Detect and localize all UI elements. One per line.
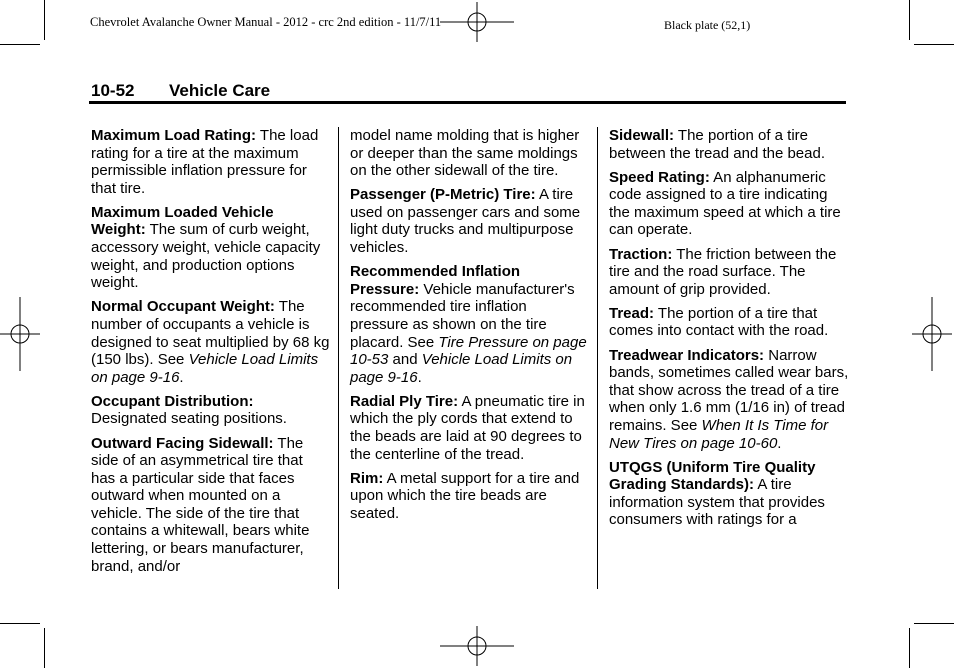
glossary-entry: Traction: The friction between the tire and the road surface. The amount of grip provided. xyxy=(609,245,837,298)
registration-mark-icon xyxy=(0,297,40,371)
glossary-entry: Normal Occupant Weight: The number of occupants a vehicle is designed to seat multiplied by 68 kg (150 lbs). See Vehicle Load Limits on page 9-16. xyxy=(91,298,330,386)
cross-reference: Vehicle Load Limits on page 9-16 xyxy=(350,351,573,386)
column-1 xyxy=(91,127,331,582)
crop-mark xyxy=(0,44,40,45)
page-number: 10-52 xyxy=(91,81,135,100)
glossary-entry: Tread: The portion of a tire that comes into contact with the road. xyxy=(609,304,829,340)
column-divider xyxy=(338,127,339,589)
glossary-entry: UTQGS (Uniform Tire Quality Grading Standards): A tire information system that provides consumers with ratings for a xyxy=(609,458,825,529)
registration-mark-icon xyxy=(912,297,952,371)
registration-mark-icon xyxy=(440,626,514,666)
glossary-entry: Treadwear Indicators: Narrow bands, sometimes called wear bars, that show across the tread of a tire when only 1.6 mm (1/16 in) of tread remains. See When It Is Time for New Tires on page 10-60. xyxy=(609,346,849,452)
cross-reference: When It Is Time for New Tires on page 10-60 xyxy=(609,416,829,452)
glossary-entry: Passenger (P-Metric) Tire: A tire used on passenger cars and some light duty trucks and multipurpose vehicles. xyxy=(350,186,581,257)
cross-reference: Tire Pressure on page 10-53 xyxy=(350,333,587,369)
glossary-entry: Maximum Load Rating: The load rating for a tire at the maximum permissible inflation pressure for that tire. xyxy=(91,127,319,197)
crop-mark xyxy=(914,44,954,45)
registration-mark-icon xyxy=(440,2,514,42)
crop-mark xyxy=(44,628,45,668)
crop-mark xyxy=(909,0,910,40)
column-divider xyxy=(597,127,598,589)
running-header-right: Black plate (52,1) xyxy=(664,18,751,32)
cross-reference: Vehicle Load Limits on page 9-16 xyxy=(91,351,319,386)
heading-rule xyxy=(89,101,846,104)
glossary-entry: Radial Ply Tire: A pneumatic tire in which the ply cords that extend to the beads are laid at 90 degrees to the centerline of the tread. xyxy=(350,392,585,463)
crop-mark xyxy=(44,0,45,40)
glossary-entry: Occupant Distribution: Designated seating positions. xyxy=(91,392,287,428)
glossary-entry: Speed Rating: An alphanumeric code assigned to a tire indicating the maximum speed at which a tire can operate. xyxy=(609,168,841,239)
section-heading xyxy=(91,81,270,101)
glossary-entry: Maximum Loaded Vehicle Weight: The sum of curb weight, accessory weight, vehicle capacity weight, and production options weight. xyxy=(91,203,321,292)
glossary-entry: Recommended Inflation Pressure: Vehicle manufacturer's recommended tire inflation pressure as shown on the tire placard. See Tire Pressure on page 10-53 and Vehicle Load Limits on page 9-16. xyxy=(350,263,587,386)
column-2 xyxy=(350,127,588,529)
glossary-entry: Sidewall: The portion of a tire between the tread and the bead. xyxy=(609,127,826,162)
glossary-entry: model name molding that is higher or deeper than the same moldings on the other sidewall of the tire. xyxy=(350,127,580,180)
crop-mark xyxy=(914,623,954,624)
glossary-entry: Outward Facing Sidewall: The side of an asymmetrical tire that has a particular side that faces outward when mounted on a vehicle. The side of the tire that contains a whitewall, bears white lettering, or bears manufacturer, brand, and/or xyxy=(91,434,310,575)
glossary-entry: Rim: A metal support for a tire and upon which the tire beads are seated. xyxy=(350,469,580,522)
running-header-left: Chevrolet Avalanche Owner Manual - 2012 - crc 2nd edition - 11/7/11 xyxy=(90,15,442,29)
crop-mark xyxy=(0,623,40,624)
crop-mark xyxy=(909,628,910,668)
column-3 xyxy=(609,127,849,535)
section-title: Vehicle Care xyxy=(169,81,271,100)
